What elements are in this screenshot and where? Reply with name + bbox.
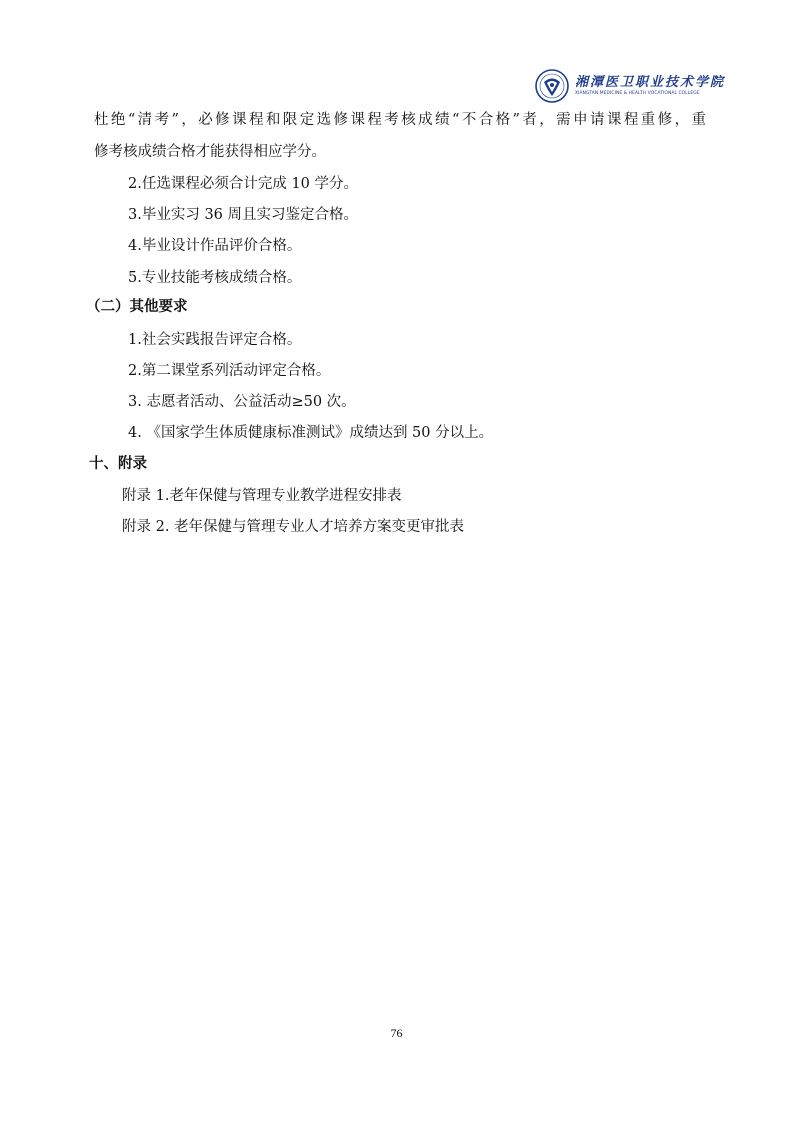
- list-item: 3. 志愿者活动、公益活动≥50 次。: [128, 394, 356, 410]
- appendix-item: 附录 2. 老年保健与管理专业人才培养方案变更审批表: [122, 519, 465, 535]
- college-name-cn: 湘潭医卫职业技术学院: [575, 74, 726, 90]
- list-item: 2.任选课程必须合计完成 10 学分。: [128, 176, 359, 192]
- college-logo: [535, 66, 726, 106]
- list-item: 1.社会实践报告评定合格。: [128, 332, 302, 348]
- list-item: 5.专业技能考核成绩合格。: [128, 270, 302, 286]
- paragraph-line: 杜绝“清考”，必修课程和限定选修课程考核成绩“不合格”者，需申请课程重修，重: [94, 112, 706, 128]
- section-heading: （二）其他要求: [86, 299, 188, 315]
- list-item: 4. 《国家学生体质健康标准测试》成绩达到 50 分以上。: [128, 425, 494, 441]
- college-emblem-icon: [535, 69, 569, 103]
- list-item: 2.第二课堂系列活动评定合格。: [128, 363, 331, 379]
- list-item: 4.毕业设计作品评价合格。: [128, 238, 302, 254]
- college-name-en: XIANGTAN MEDICINE & HEALTH VOCATIONAL COLLEGE: [575, 90, 700, 96]
- list-item: 3.毕业实习 36 周且实习鉴定合格。: [128, 207, 359, 223]
- page-number: 76: [390, 1026, 403, 1040]
- section-heading: 十、附录: [89, 456, 147, 472]
- appendix-item: 附录 1.老年保健与管理专业教学进程安排表: [122, 488, 402, 504]
- paragraph-line: 修考核成绩合格才能获得相应学分。: [94, 144, 326, 160]
